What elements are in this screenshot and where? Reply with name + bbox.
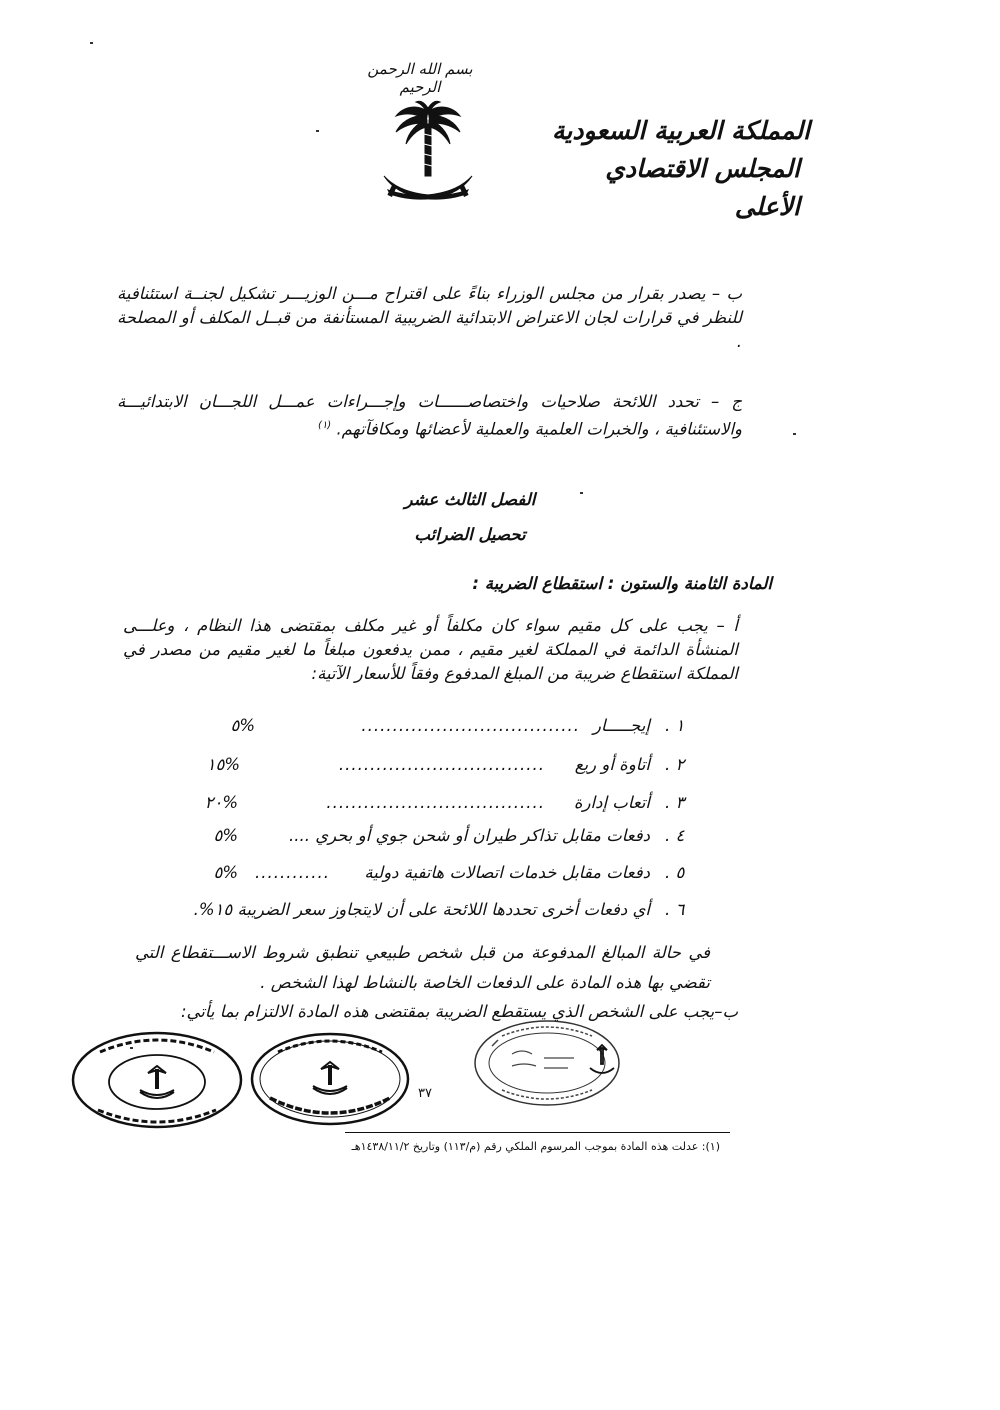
item-rate: %٥ bbox=[213, 826, 238, 845]
item-label: أي دفعات أخرى تحددها اللائحة على أن لايتجاوز سعر الضريبة ١٥%. bbox=[193, 900, 650, 919]
item-label: دفعات مقابل خدمات اتصالات هاتفية دولية bbox=[364, 863, 650, 882]
item-label: أتعاب إدارة bbox=[573, 793, 650, 812]
list-item bbox=[0, 900, 1000, 926]
item-label: إيجـــــار bbox=[593, 716, 650, 735]
paragraph-c-text: ج – تحدد اللائحة صلاحيات واختصاصــــــات وإجـــراءات عمـــل اللجـــان الابتدائيـــة والاستئنافية ، والخبرات العلمية والعملية لأعضائها ومكافآتهم. bbox=[117, 392, 742, 439]
paragraph-natural-person bbox=[135, 938, 710, 998]
item-number: ٢ . bbox=[665, 755, 685, 774]
list-item bbox=[0, 826, 1000, 852]
item-rate: %٥ bbox=[230, 716, 255, 735]
paragraph-c bbox=[117, 390, 742, 442]
item-number: ٣ . bbox=[665, 793, 685, 812]
chapter-title: الفصل الثالث عشر bbox=[404, 490, 536, 509]
item-rate: %٥ bbox=[213, 863, 238, 882]
seal-cabinet-secretariat bbox=[248, 1028, 413, 1128]
item-dots: ................................. bbox=[338, 755, 545, 774]
article-title: المادة الثامنة والستون : استقطاع الضريبة : bbox=[472, 574, 772, 593]
paragraph-b2: ب–يجب على الشخص الذي يستقطع الضريبة بمقتضى هذه المادة الالتزام بما يأتي: bbox=[180, 1002, 738, 1021]
item-number: ٥ . bbox=[665, 863, 685, 882]
item-number: ١ . bbox=[665, 716, 685, 735]
saudi-emblem-icon bbox=[378, 100, 478, 210]
signature-mark bbox=[582, 1040, 622, 1085]
list-item bbox=[0, 863, 1000, 889]
seal-economic-council bbox=[70, 1030, 245, 1130]
item-label: أتاوة أو ريع bbox=[574, 755, 650, 774]
letterhead bbox=[550, 112, 810, 226]
footnote-divider bbox=[345, 1132, 730, 1133]
item-number: ٤ . bbox=[665, 826, 685, 845]
list-item bbox=[0, 793, 1000, 819]
list-item bbox=[0, 755, 1000, 781]
header-council: المجلس الاقتصادي الأعلى bbox=[605, 154, 800, 221]
footnote: (١): عدلت هذه المادة بموجب المرسوم الملكي رقم (م/١١٣) وتاريخ ١٤٣٨/١١/٢هـ bbox=[351, 1140, 720, 1153]
paragraph-a bbox=[123, 614, 738, 686]
footnote-reference: (١) bbox=[318, 420, 332, 431]
header-kingdom: المملكة العربية السعودية bbox=[551, 116, 810, 145]
scan-speck bbox=[793, 433, 796, 435]
scan-speck bbox=[90, 42, 93, 44]
scan-speck bbox=[316, 130, 319, 132]
paragraph-natural-person-text: في حالة المبالغ المدفوعة من قبل شخص طبيعي تنطبق شروط الاســـتقطاع التي تقضي بها هذه المادة على الدفعات الخاصة بالنشاط لهذا الشخص . bbox=[135, 943, 710, 992]
chapter-subtitle: تحصيل الضرائب bbox=[414, 525, 526, 544]
item-dots: ................................... bbox=[361, 716, 580, 735]
paragraph-b bbox=[117, 282, 742, 354]
item-number: ٦ . bbox=[665, 900, 685, 919]
paragraph-b-text: ب – يصدر بقرار من مجلس الوزراء بناءً على اقتراح مـــن الوزيـــر تشكيل لجنــة استئنافية للنظر في قرارات لجان الاعتراض الابتدائية الضريبية المستأنفة من قبــل المكلف أو المصلحة . bbox=[117, 284, 742, 351]
page-number: ٣٧ bbox=[418, 1086, 432, 1101]
item-rate: %٢٠ bbox=[204, 793, 238, 812]
paragraph-a-text: أ – يجب على كل مقيم سواء كان مكلفاً أو غير مكلف بمقتضى هذا النظام ، وعلـــى المنشأة الدائمة في المملكة لغير مقيم ، ممن يدفعون مبلغاً ما لغير مقيم من مصدر في المملكة استقطاع ضريبة من المبلغ المدفوع وفقاً للأسعار الآتية: bbox=[123, 616, 738, 683]
item-label: دفعات مقابل تذاكر طيران أو شحن جوي أو بحري .... bbox=[289, 826, 650, 845]
item-rate: %١٥ bbox=[206, 755, 240, 774]
item-dots: ............ bbox=[255, 863, 330, 882]
basmala: بسم الله الرحمن الرحيم bbox=[367, 60, 473, 96]
item-dots: ................................... bbox=[326, 793, 545, 812]
list-item bbox=[0, 716, 1000, 742]
